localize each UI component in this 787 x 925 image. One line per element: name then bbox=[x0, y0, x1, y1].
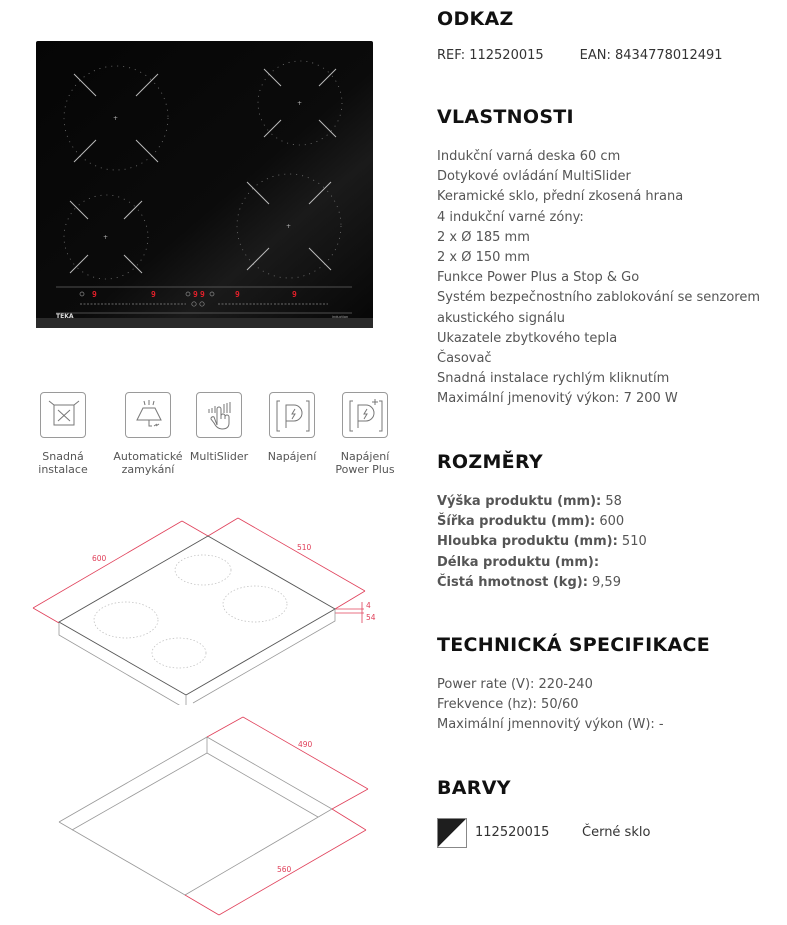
feature-item: Ukazatele zbytkového tepla bbox=[437, 330, 618, 346]
section-title-barvy: BARVY bbox=[437, 777, 511, 799]
tech-spec-item: Power rate (V): 220-240 bbox=[437, 677, 593, 692]
feature-multislider bbox=[183, 392, 255, 463]
svg-text:+: + bbox=[297, 100, 303, 107]
feature-label: Napájení bbox=[267, 450, 317, 463]
hob-display-digit: 9 bbox=[193, 290, 198, 299]
lamp-lock-icon bbox=[125, 392, 171, 438]
dimensions-list bbox=[437, 492, 647, 593]
section-title-technicka: TECHNICKÁ SPECIFIKACE bbox=[437, 634, 711, 656]
ref-code: REF: 112520015 bbox=[437, 48, 544, 63]
feature-easy-install bbox=[27, 392, 99, 476]
ean-code: EAN: 8434778012491 bbox=[579, 48, 723, 63]
feature-item: 2 x Ø 185 mm bbox=[437, 229, 530, 245]
dimension-drawing-hob[interactable] bbox=[30, 505, 385, 705]
hob-image bbox=[36, 41, 373, 328]
cutout-width-label: 560 bbox=[277, 865, 292, 874]
hob-display-digit: 9 bbox=[235, 290, 240, 299]
dimension-row: Délka produktu (mm): bbox=[437, 554, 600, 570]
svg-text:+: + bbox=[286, 223, 292, 230]
dimension-drawing-cutout[interactable] bbox=[30, 705, 385, 921]
tech-spec-list bbox=[437, 675, 664, 736]
hob-brand-logo: TEKA bbox=[56, 313, 74, 320]
feature-item: Snadná instalace rychlým kliknutím bbox=[437, 371, 670, 387]
dimension-body-label: 54 bbox=[366, 613, 376, 622]
product-photo-hob[interactable] bbox=[36, 41, 373, 328]
section-title-vlastnosti: VLASTNOSTI bbox=[437, 106, 574, 128]
feature-item: 2 x Ø 150 mm bbox=[437, 250, 530, 266]
color-code: 112520015 bbox=[475, 825, 550, 840]
dimension-row: Čistá hmotnost (kg): 9,59 bbox=[437, 574, 621, 590]
cutout-depth-label: 490 bbox=[298, 740, 313, 749]
feature-label: Napájení Power Plus bbox=[335, 450, 395, 476]
feature-item: Indukční varná deska 60 cm bbox=[437, 149, 621, 164]
feature-item: Časovač bbox=[437, 351, 492, 367]
tech-spec-item: Maximální jmennovitý výkon (W): - bbox=[437, 717, 664, 733]
feature-label: Snadná instalace bbox=[38, 450, 88, 476]
box-tools-icon bbox=[40, 392, 86, 438]
feature-item: Maximální jmenovitý výkon: 7 200 W bbox=[437, 391, 678, 407]
hob-display-digit: 9 bbox=[292, 290, 297, 299]
feature-label: Automatické zamykání bbox=[113, 450, 183, 476]
feature-item: Funkce Power Plus a Stop & Go bbox=[437, 270, 640, 286]
dimension-row: Hloubka produktu (mm): 510 bbox=[437, 534, 647, 550]
section-title-rozmery: ROZMĚRY bbox=[437, 451, 543, 473]
hand-slider-icon bbox=[196, 392, 242, 438]
feature-item: Dotykové ovládání MultiSlider bbox=[437, 169, 631, 185]
color-name: Černé sklo bbox=[582, 825, 651, 840]
feature-label: MultiSlider bbox=[189, 450, 249, 463]
power-p-icon bbox=[269, 392, 315, 438]
feature-power bbox=[256, 392, 328, 463]
dimension-width-label: 600 bbox=[92, 554, 107, 563]
reference-row bbox=[437, 48, 723, 63]
color-option[interactable] bbox=[437, 818, 737, 850]
color-swatch[interactable] bbox=[437, 818, 467, 848]
feature-power-plus bbox=[329, 392, 401, 476]
dimension-row: Výška produktu (mm): 58 bbox=[437, 494, 622, 509]
feature-item: akustického signálu bbox=[437, 310, 566, 326]
tech-spec-item: Frekvence (hz): 50/60 bbox=[437, 697, 579, 713]
feature-auto-lock bbox=[112, 392, 184, 476]
hob-dimension-svg bbox=[30, 505, 385, 705]
svg-text:+: + bbox=[103, 234, 109, 241]
section-title-odkaz: ODKAZ bbox=[437, 8, 514, 30]
hob-induction-label: induction bbox=[332, 315, 349, 319]
hob-display-digit: 9 bbox=[92, 290, 97, 299]
dimension-row: Šířka produktu (mm): 600 bbox=[437, 514, 625, 530]
feature-item: Systém bezpečnostního zablokování se senzorem bbox=[437, 290, 761, 306]
feature-icons bbox=[32, 392, 404, 482]
power-plus-icon bbox=[342, 392, 388, 438]
hob-display-digit: 9 bbox=[151, 290, 156, 299]
features-list bbox=[437, 147, 760, 410]
feature-item: 4 indukční varné zóny: bbox=[437, 209, 584, 225]
cutout-dimension-svg bbox=[30, 705, 385, 921]
dimension-glass-label: 4 bbox=[366, 601, 371, 610]
dimension-depth-label: 510 bbox=[297, 543, 312, 552]
svg-text:+: + bbox=[113, 115, 119, 122]
feature-item: Keramické sklo, přední zkosená hrana bbox=[437, 189, 684, 205]
hob-display-digit: 9 bbox=[200, 290, 205, 299]
